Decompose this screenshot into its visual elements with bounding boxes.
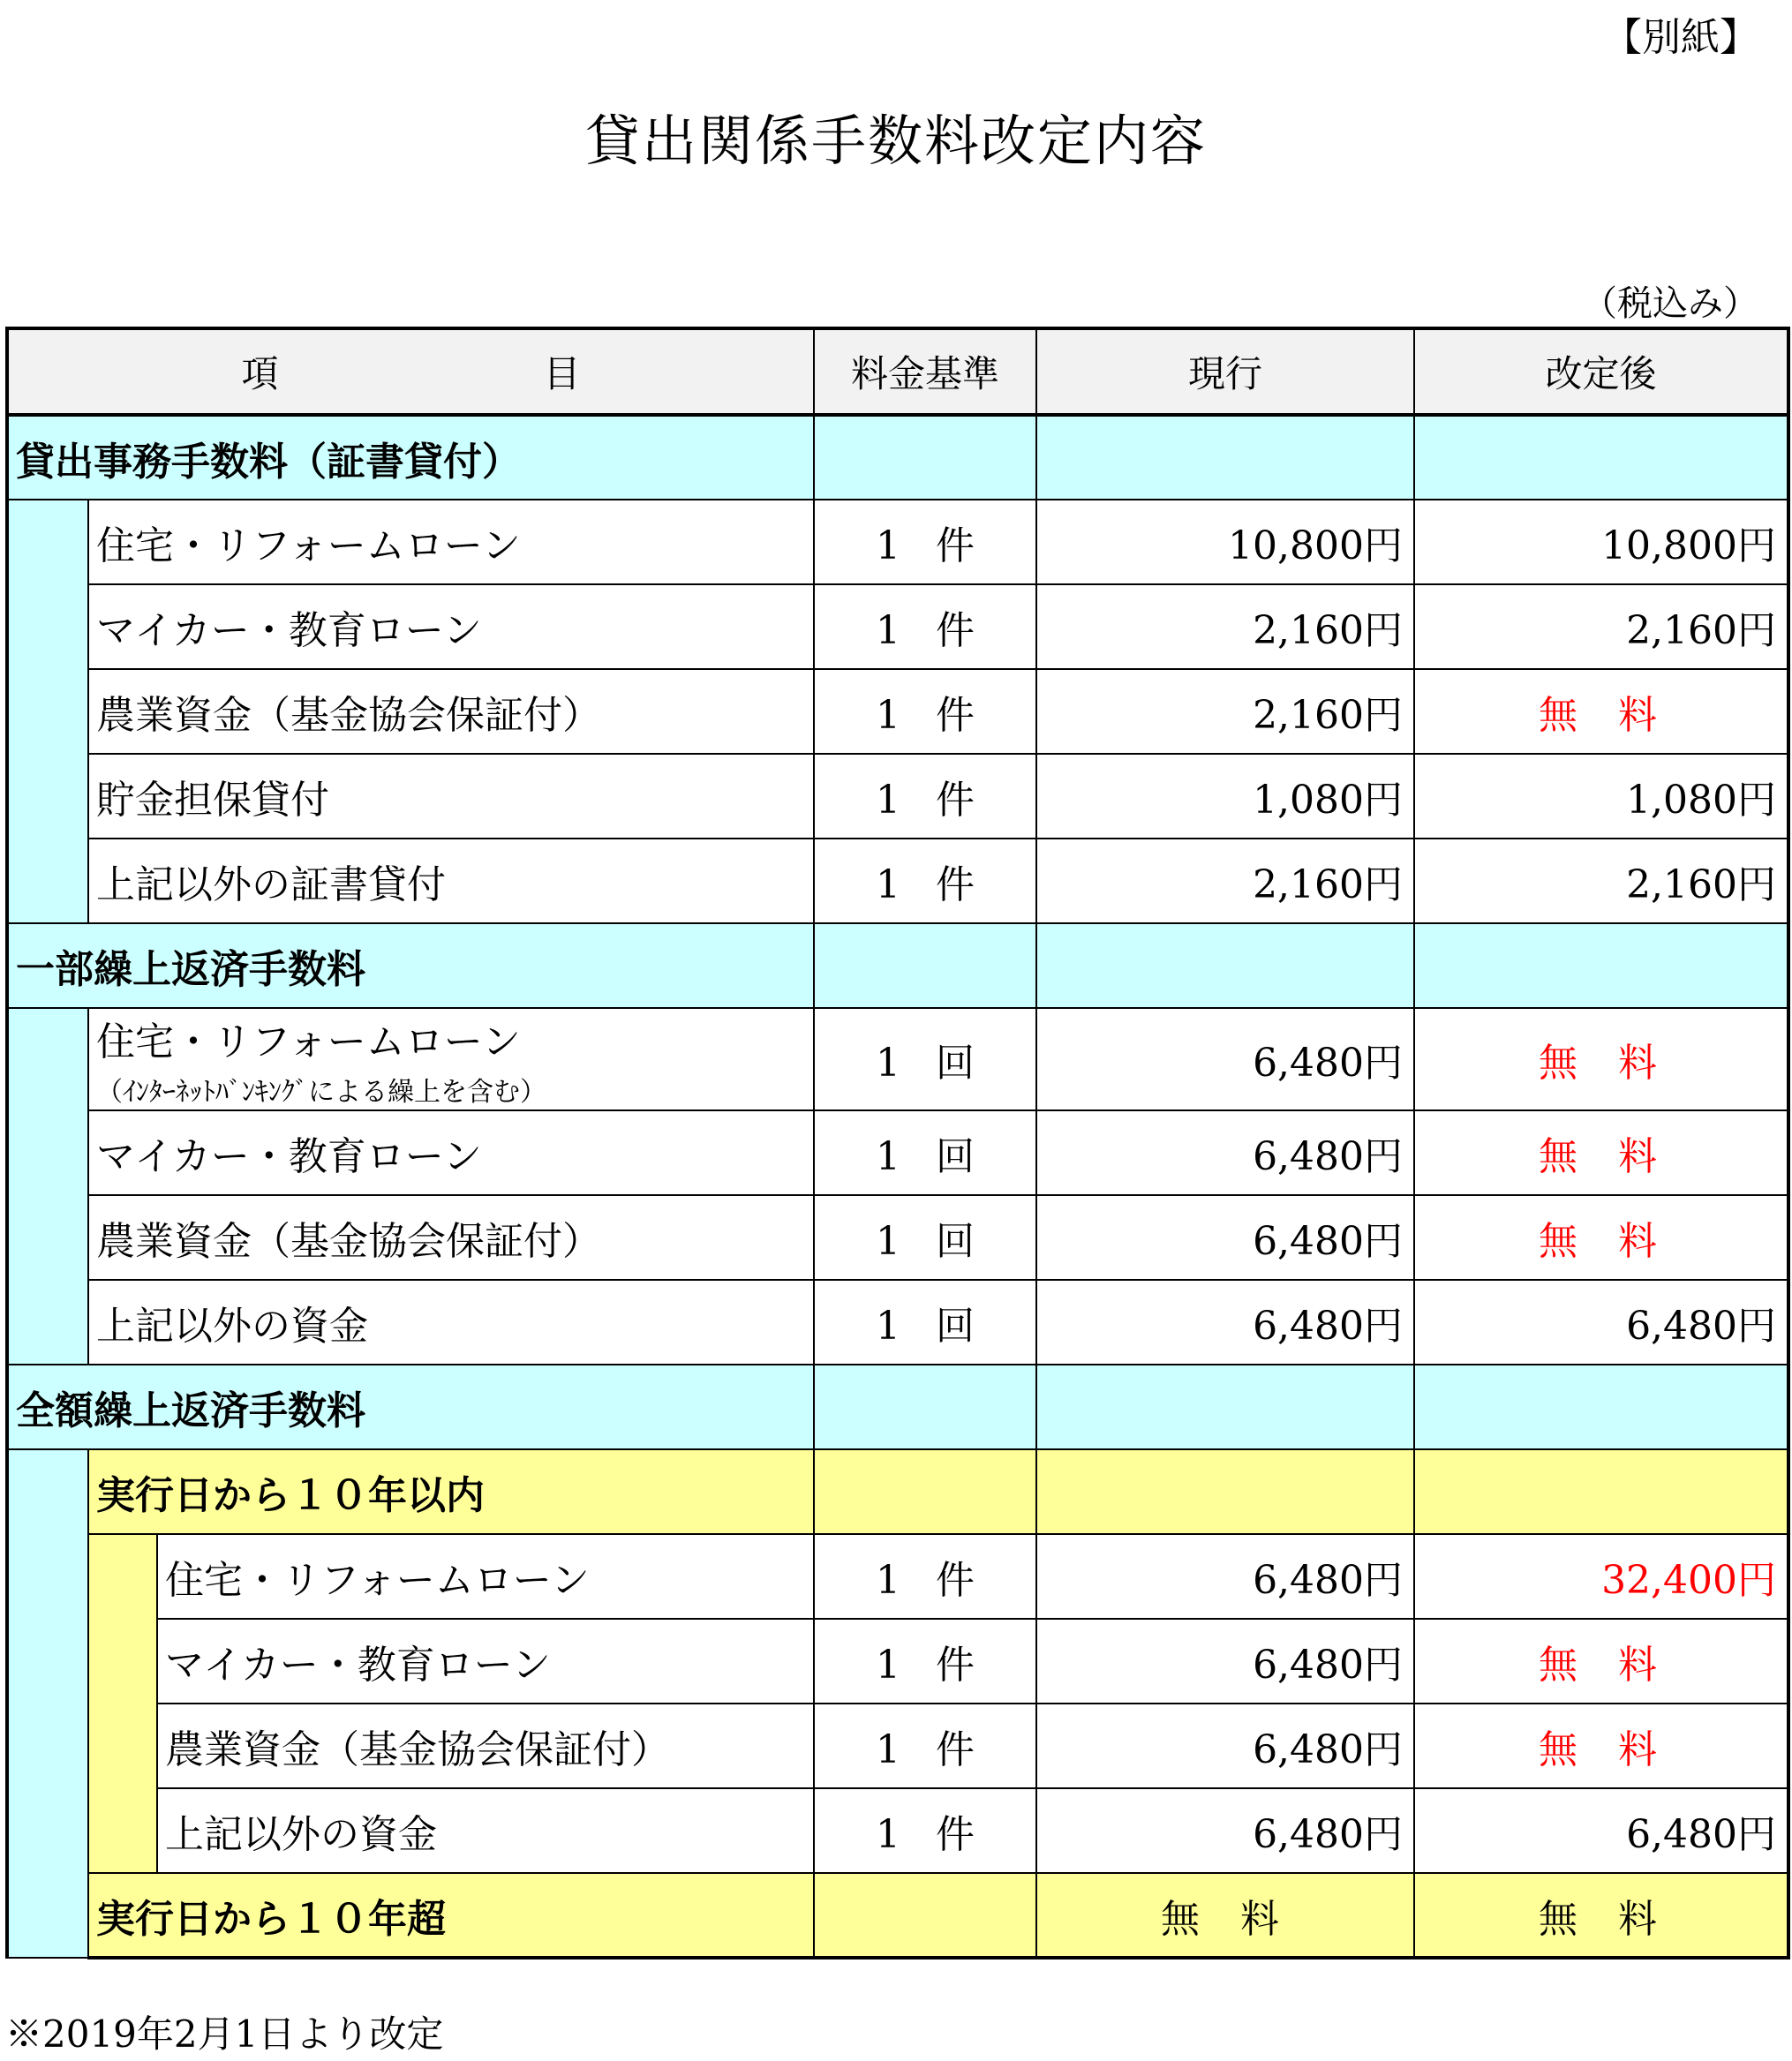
current-fee: 1,080円 — [1036, 754, 1414, 839]
fee-basis: 1件 — [814, 584, 1036, 669]
tax-included-note: （税込み） — [1582, 283, 1758, 324]
item-name: 上記以外の資金 — [157, 1788, 814, 1873]
fee-basis: 1件 — [814, 500, 1036, 584]
current-fee: 6,480円 — [1036, 1534, 1414, 1619]
revised-fee-free: 無料 — [1414, 1704, 1788, 1788]
revised-fee: 1,080円 — [1414, 754, 1788, 839]
section-row — [7, 923, 1788, 1008]
table-header-row — [7, 328, 1788, 415]
table-row — [7, 500, 1788, 584]
item-name: 農業資金（基金協会保証付） — [88, 669, 814, 754]
current-fee: 6,480円 — [1036, 1788, 1414, 1873]
subsection-row — [7, 1873, 1788, 1958]
revised-fee: 6,480円 — [1414, 1280, 1788, 1365]
revised-fee: 2,160円 — [1414, 584, 1788, 669]
current-fee-free: 無料 — [1036, 1873, 1414, 1958]
item-name: マイカー・教育ローン — [88, 584, 814, 669]
table-row — [7, 754, 1788, 839]
table-row — [7, 1280, 1788, 1365]
revised-fee-free: 無料 — [1414, 1110, 1788, 1195]
current-fee: 2,160円 — [1036, 584, 1414, 669]
item-name: 住宅・リフォームローン — [88, 500, 814, 584]
attachment-label: 【別紙】 — [1603, 15, 1758, 60]
item-name: 上記以外の証書貸付 — [88, 839, 814, 923]
table-row — [7, 669, 1788, 754]
header-current: 現行 — [1036, 328, 1414, 415]
current-fee: 6,480円 — [1036, 1008, 1414, 1110]
table-row — [7, 1704, 1788, 1788]
subsection-row — [7, 1449, 1788, 1534]
table-row — [7, 1788, 1788, 1873]
current-fee: 6,480円 — [1036, 1110, 1414, 1195]
item-name: 農業資金（基金協会保証付） — [157, 1704, 814, 1788]
revision-date-note: ※2019年2月1日より改定 — [5, 2012, 444, 2056]
header-item: 項 目 — [7, 328, 814, 415]
subsection-label: 実行日から１０年以内 — [88, 1449, 814, 1534]
section-row — [7, 1365, 1788, 1449]
item-name: マイカー・教育ローン — [88, 1110, 814, 1195]
revised-fee: 10,800円 — [1414, 500, 1788, 584]
item-name: 貯金担保貸付 — [88, 754, 814, 839]
current-fee: 2,160円 — [1036, 839, 1414, 923]
section-label: 貸出事務手数料（証書貸付） — [7, 415, 814, 500]
fee-basis: 1回 — [814, 1110, 1036, 1195]
current-fee: 6,480円 — [1036, 1619, 1414, 1704]
revised-fee-free: 無料 — [1414, 1008, 1788, 1110]
revised-fee: 6,480円 — [1414, 1788, 1788, 1873]
section-label: 一部繰上返済手数料 — [7, 923, 814, 1008]
fee-basis: 1件 — [814, 1619, 1036, 1704]
subsection-label: 実行日から１０年超 — [88, 1873, 814, 1958]
current-fee: 6,480円 — [1036, 1704, 1414, 1788]
current-fee: 10,800円 — [1036, 500, 1414, 584]
item-name: マイカー・教育ローン — [157, 1619, 814, 1704]
current-fee: 6,480円 — [1036, 1280, 1414, 1365]
section-label: 全額繰上返済手数料 — [7, 1365, 814, 1449]
fee-basis: 1回 — [814, 1195, 1036, 1280]
table-row — [7, 1110, 1788, 1195]
fee-basis: 1件 — [814, 839, 1036, 923]
table-row — [7, 1008, 1788, 1110]
fee-basis: 1回 — [814, 1008, 1036, 1110]
fee-basis: 1件 — [814, 754, 1036, 839]
item-name: 住宅・リフォームローン — [157, 1534, 814, 1619]
fee-basis: 1件 — [814, 1534, 1036, 1619]
item-name: 住宅・リフォームローン （ｲﾝﾀｰﾈｯﾄﾊﾞﾝｷﾝｸﾞによる繰上を含む） — [88, 1008, 814, 1110]
revised-fee-free: 無料 — [1414, 1195, 1788, 1280]
table-row — [7, 839, 1788, 923]
table-row — [7, 1619, 1788, 1704]
item-note: （ｲﾝﾀｰﾈｯﾄﾊﾞﾝｷﾝｸﾞによる繰上を含む） — [96, 1077, 546, 1108]
revised-fee: 2,160円 — [1414, 839, 1788, 923]
page-title: 貸出関係手数料改定内容 — [584, 109, 1207, 173]
item-name: 上記以外の資金 — [88, 1280, 814, 1365]
table-row — [7, 1195, 1788, 1280]
fee-basis: 1回 — [814, 1280, 1036, 1365]
table-row — [7, 584, 1788, 669]
revised-fee-free: 無料 — [1414, 1619, 1788, 1704]
fee-basis: 1件 — [814, 669, 1036, 754]
current-fee: 6,480円 — [1036, 1195, 1414, 1280]
section-row — [7, 415, 1788, 500]
item-name: 農業資金（基金協会保証付） — [88, 1195, 814, 1280]
table-row — [7, 1534, 1788, 1619]
revised-fee-free: 無料 — [1414, 669, 1788, 754]
revised-fee-free: 無料 — [1414, 1873, 1788, 1958]
header-revised: 改定後 — [1414, 328, 1788, 415]
header-basis: 料金基準 — [814, 328, 1036, 415]
fee-basis: 1件 — [814, 1704, 1036, 1788]
current-fee: 2,160円 — [1036, 669, 1414, 754]
fee-table — [5, 327, 1790, 1959]
revised-fee-changed: 32,400円 — [1414, 1534, 1788, 1619]
fee-basis: 1件 — [814, 1788, 1036, 1873]
